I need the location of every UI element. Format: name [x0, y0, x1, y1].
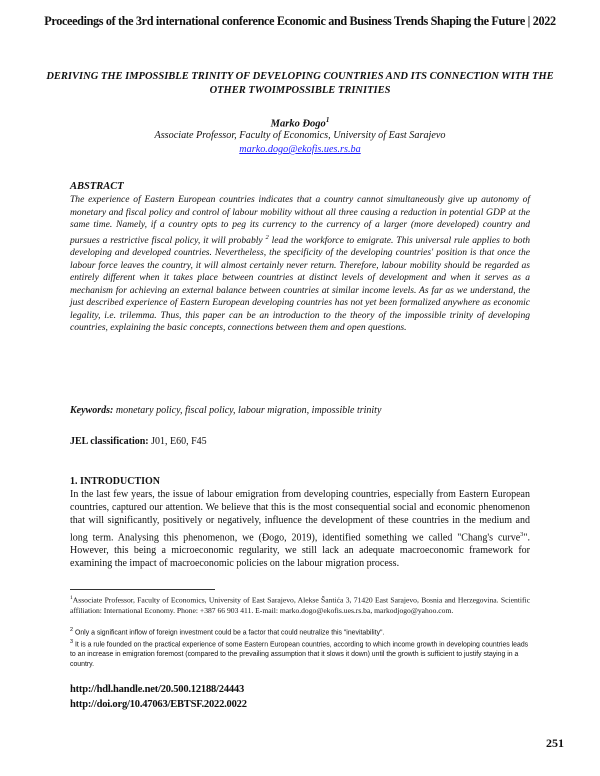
author-name-text: Marko Đogo — [270, 118, 326, 130]
doi-link[interactable]: http://doi.org/10.47063/EBTSF.2022.0022 — [70, 699, 247, 710]
author-affiliation: Associate Professor, Faculty of Economics, University of East Sarajevo — [154, 130, 446, 141]
footnote-1-text: Associate Professor, Faculty of Economics, University of East Sarajevo, Alekse Šantića 3, 71420 East Sarajevo, Bosnia and Herzegovina. Scientific affiliation: International Economy. Phone: +387 66 903 411. E-mail: marko.dogo@ekofis.ues.rs.ba, markodjogo@yahoo.com. — [70, 595, 530, 615]
abstract-text-part1: The experience of Eastern European countries indicates that a country cannot simultaneously give up autonomy of monetary and fiscal policy and control of labour mobility without all three causing a reduction in potential GDP at the same time. Namely, if a country opts to peg its currency to the currency of a larger (more developed) country and pursues a restrictive fiscal policy, it will probably — [70, 194, 530, 246]
footnote-2-marker: 2 — [70, 627, 74, 633]
footnote-3-marker: 3 — [70, 639, 74, 645]
introduction-heading: 1. INTRODUCTION — [70, 476, 161, 487]
keywords-value: monetary policy, fiscal policy, labour migration, impossible trinity — [115, 405, 382, 416]
keywords — [70, 404, 530, 417]
introduction-body — [70, 488, 530, 571]
footnote-divider — [70, 589, 215, 590]
author-footnote-marker[interactable]: 1 — [325, 116, 330, 124]
footnote-1-marker: 1 — [70, 595, 73, 601]
jel-classification — [70, 436, 207, 447]
abstract-body — [70, 194, 530, 335]
footnote-3 — [70, 637, 530, 670]
footnote-3-text: It is a rule founded on the practical experience of some Eastern European countries, according to which income growth in developing countries leads to an increase in emigration foremost (compared to the prevailing assumption that it slows it down) until the growth is sufficient to justify staying in a country. — [70, 641, 529, 669]
footnote-1 — [70, 593, 530, 616]
intro-text-part1: In the last few years, the issue of labour emigration from developing countries, especially from Eastern European countries, captured our attention. We believe that this is the most consequential social and economic phenomenon that will significantly, positively or negatively, influence the development of these countries in the medium and long term. Analysing this phenomenon, we (Đogo, 2019), identified something we called "Chang's curve — [70, 489, 530, 543]
jel-value: J01, E60, F45 — [151, 436, 207, 447]
running-header: Proceedings of the 3rd international conference Economic and Business Trends Shaping the Future | 2022 — [44, 14, 556, 28]
author-email-link[interactable]: marko.dogo@ekofis.ues.rs.ba — [239, 144, 361, 155]
abstract-footnote-ref[interactable]: 2 — [265, 233, 269, 241]
keywords-label: Keywords: — [70, 405, 114, 416]
abstract-heading: ABSTRACT — [70, 181, 124, 192]
paper-title: DERIVING THE IMPOSSIBLE TRINITY OF DEVELOPING COUNTRIES AND ITS CONNECTION WITH THE OTHER TWOIMPOSSIBLE TRINITIES — [46, 71, 554, 96]
page-number: 251 — [546, 736, 564, 750]
jel-label: JEL classification: — [70, 436, 149, 447]
abstract-text-part2: lead the workforce to emigrate. This universal rule applies to both developing and developed countries. Nevertheless, the specificity of the developing countries' position is that once the labour force leaves the country, it will almost certainly never return. Therefore, labour mobility should be regarded as entirely different when it takes place between countries at distinct levels of development and when it serves as a mechanism for achieving an external balance between countries at similar income levels. As far as we understand, the just described experience of Eastern European developing countries has not yet been formalized anywhere as economic legality, i.e. trilemma. Thus, this paper can be an introduction to the theory of the impossible trinity of developing countries, explaining the basic concepts, connections between them and open questions. — [70, 234, 531, 334]
footnote-2-text: Only a significant inflow of foreign investment could be a factor that could neutralize this "inevitability". — [74, 629, 385, 637]
intro-text-part2: ". However, this being a microeconomic regularity, we still lack an adequate macroeconomic framework for examining the impact of macroeconomic policies on the labour migration process. — [70, 531, 530, 570]
handle-link[interactable]: http://hdl.handle.net/20.500.12188/24443 — [70, 684, 245, 695]
author-email — [40, 143, 560, 157]
intro-footnote-ref[interactable]: 3 — [520, 530, 524, 538]
